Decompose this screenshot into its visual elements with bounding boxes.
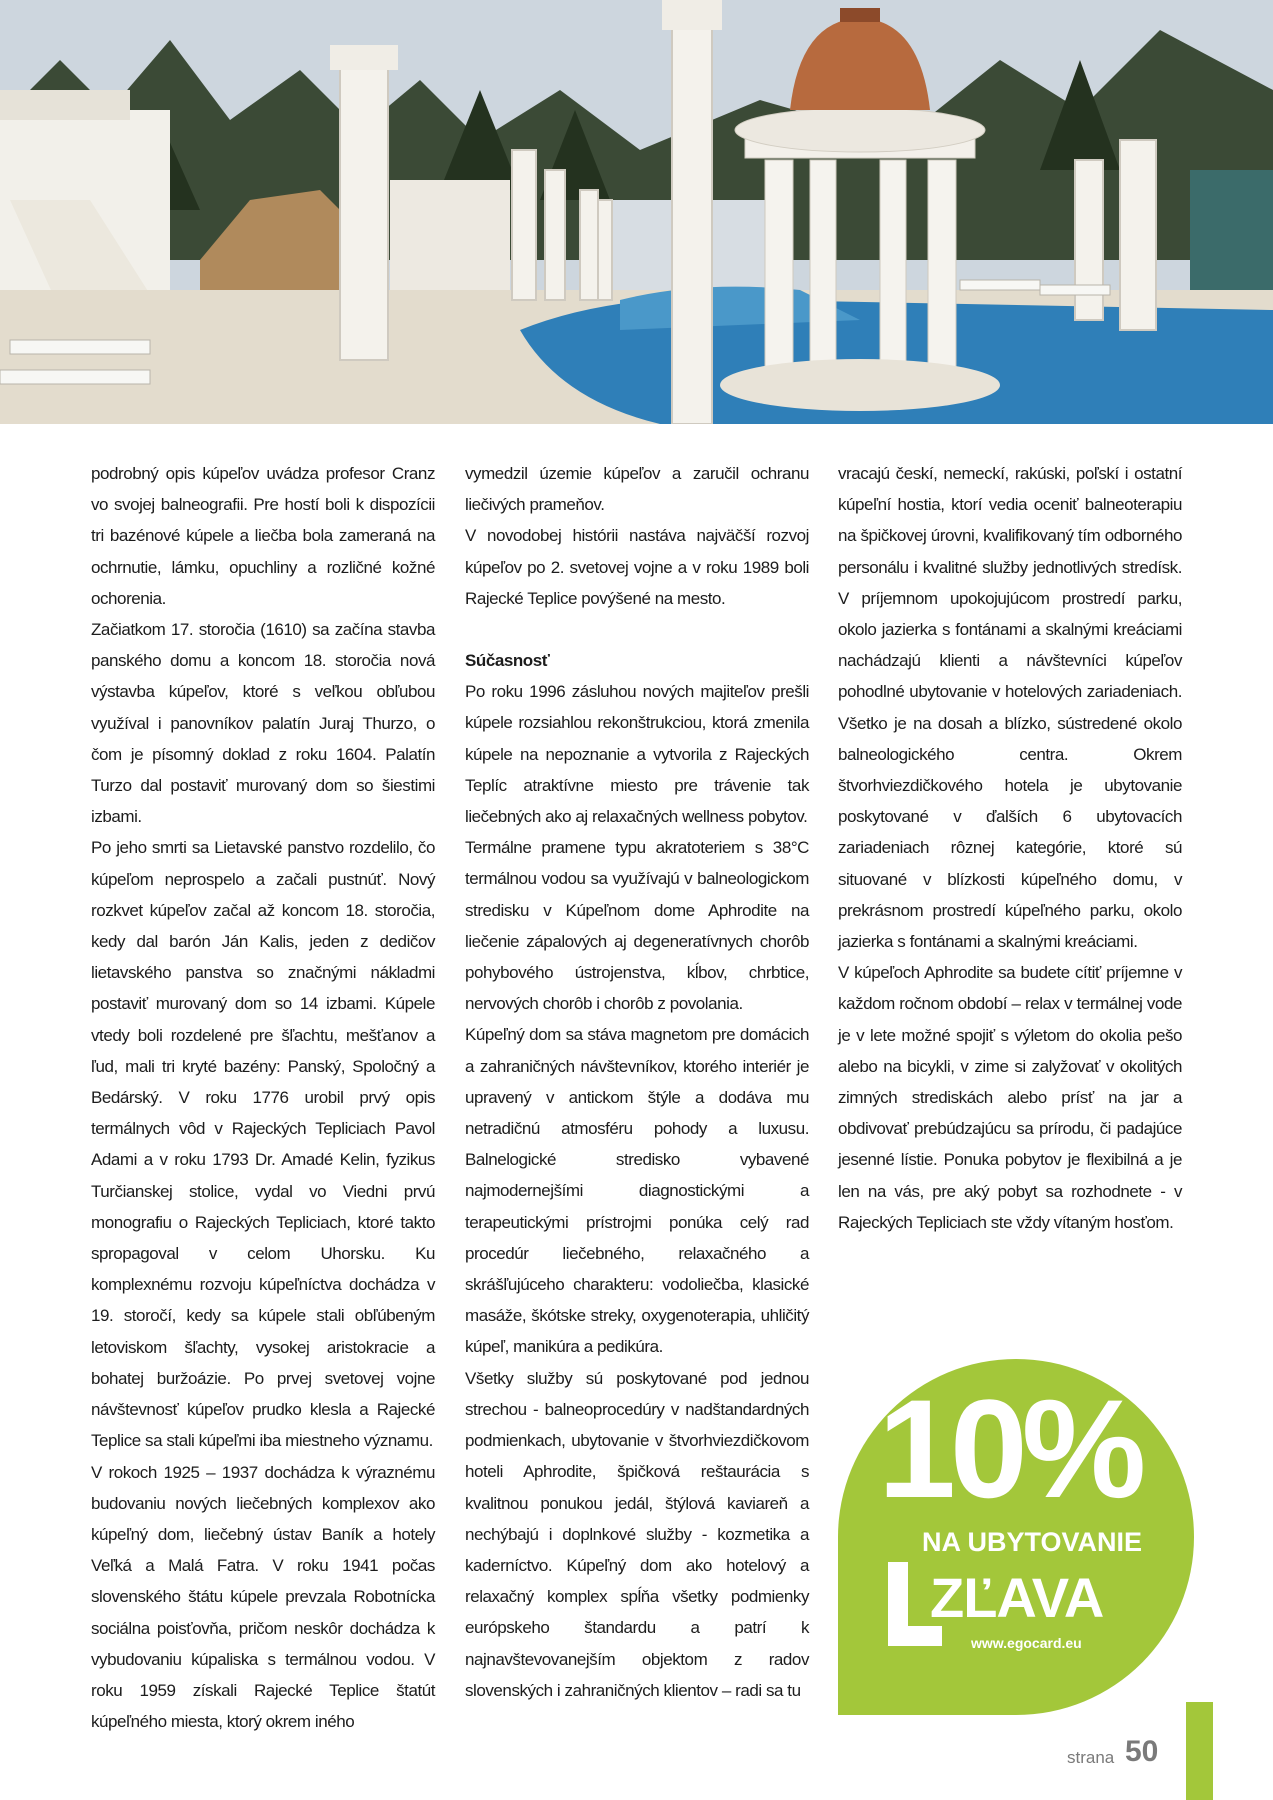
paragraph: vymedzil územie kúpeľov a zaručil ochranu liečivých prameňov. bbox=[465, 464, 809, 515]
section-heading: Súčasnosť bbox=[465, 651, 550, 671]
paragraph: Kúpeľný dom sa stáva magnetom pre domácich a zahraničných návštevníkov, ktorého interiér je upravený v antickom štýle a dodáva mu netradičnú atmosféru pohody a luxusu. Balnelogické stredisko vybavené najmodernejšími diagnostickými a terapeutickými prístrojmi ponúka celý rad procedúr liečebného, relaxačného a skrášľujúceho charakteru: vodoliečba, klasické masáže, škótske streky, oxygenoterapia, uhličitý kúpeľ, manikúra a pedikúra. bbox=[465, 1025, 809, 1357]
egocard-url: www.egocard.eu bbox=[971, 1635, 1082, 1651]
paragraph: Termálne pramene typu akratoteriem s 38°C termálnou vodou sa využívajú v balneologickom stredisku v Kúpeľnom dome Aphrodite na liečenie zápalových aj degeneratívnych chorôb pohybového ústrojenstva, kĺbov, chrbtice, nervových chorôb i chorôb z povolania. bbox=[465, 838, 809, 1014]
paragraph: vracajú českí, nemeckí, rakúski, poľskí i ostatní kúpeľní hostia, ktorí vedia oceniť balneoterapiu na špičkovej úrovni, kvalifikovaný tím odborného personálu i kvalitné služby jednotlivých stredísk. V príjemnom upokojujúcom prostredí parku, okolo jazierka s fontánami a skalnými kreáciami nachádzajú klienti a návštevníci kúpeľov pohodlné ubytovanie v hotelových zariadeniach. Všetko je na dosah a blízko, sústredené okolo balneologického centra. Okrem štvorhviezdičkového hotela je ubytovanie poskytované v ďalších 6 ubytovacích zariadeniach rôznej kategórie, ktoré sú situované v blízkosti kúpeľného domu, v prekrásnom prostredí kúpeľného parku, okolo jazierka s fontánami a skalnými kreáciami. bbox=[838, 464, 1182, 952]
paragraph: Začiatkom 17. storočia (1610) sa začína stavba panského domu a koncom 18. storočia nová výstavba kúpeľov, ktoré s veľkou obľubou využíval i panovníkov palatín Juraj Thurzo, o čom je písomný doklad z roku 1604. Palatín Turzo dal postaviť murovaný dom so šiestimi izbami. bbox=[91, 620, 435, 827]
page-accent-bar bbox=[1186, 1702, 1213, 1800]
page-number: 50 bbox=[1125, 1735, 1159, 1768]
discount-badge bbox=[838, 1359, 1194, 1715]
paragraph: V rokoch 1925 – 1937 dochádza k výraznému budovaniu nových liečebných komplexov ako kúpeľný dom, liečebný ústav Baník a hotely Veľká a Malá Fatra. V roku 1941 počas slovenského štátu kúpele prevzala Robotnícka sociálna poisťovňa, pričom neskôr dochádza k vybudovaniu kúpaliska s termálnou vodou. V roku 1959 získali Rajecké Teplice štatút kúpeľného miesta, ktorý okrem iného bbox=[91, 1462, 435, 1732]
hero-photo bbox=[0, 0, 1273, 424]
page-label: strana bbox=[1067, 1748, 1115, 1767]
discount-title: ZĽAVA bbox=[930, 1566, 1104, 1629]
discount-percent: 10% bbox=[878, 1370, 1141, 1527]
article-column-1 bbox=[91, 458, 435, 1737]
paragraph: V novodobej histórii nastáva najväčší rozvoj kúpeľov po 2. svetovej vojne a v roku 1989 boli Rajecké Teplice povýšené na mesto. bbox=[465, 526, 809, 608]
discount-subtitle: NA UBYTOVANIE bbox=[922, 1527, 1143, 1557]
article-column-3 bbox=[838, 458, 1182, 1238]
paragraph: Po roku 1996 zásluhou nových majiteľov prešli kúpele rozsiahlou rekonštrukciou, ktorá zmenila kúpele na nepoznanie a vytvorila z Rajeckých Teplíc atraktívne miesto pre trávenie tak liečebných ako aj relaxačných wellness pobytov. bbox=[465, 682, 809, 827]
paragraph: Všetky služby sú poskytované pod jednou strechou - balneoprocedúry v nadštandardných podmienkach, ubytovanie v štvorhviezdičkovom hoteli Aphrodite, špičková reštaurácia s kvalitnou ponukou jedál, štýlová kaviareň a nechýbajú i doplnkové služby - kozmetika a kaderníctvo. Kúpeľný dom ako hotelový a relaxačný komplex spĺňa všetky podmienky európskeho štandardu a patrí k najnavštevovanejším objektom z radov slovenských i zahraničných klientov – radi sa tu bbox=[465, 1368, 809, 1700]
hero-illustration bbox=[0, 0, 1273, 424]
article-column-2 bbox=[465, 458, 809, 1706]
paragraph: Po jeho smrti sa Lietavské panstvo rozdelilo, čo kúpeľom neprospelo a začali pustnúť. Nový rozkvet kúpeľov začal až koncom 18. storočia, kedy dal barón Ján Kalis, jeden z dedičov lietavského panstva so značnými nákladmi postaviť murovaný dom so 14 izbami. Kúpele vtedy boli rozdelené pre šľachtu, mešťanov a ľud, mali tri kryté bazény: Panský, Spoločný a Bedárský. V roku 1776 urobil prvý opis termálnych vôd v Rajeckých Tepliciach Pavol Adami a v roku 1793 Dr. Amadé Kelin, fyzikus Turčianskej stolice, vydal vo Viedni prvú monografiu o Rajeckých Tepliciach, ktoré takto spropagoval v celom Uhorsku. Ku komplexnému rozvoju kúpeľníctva dochádza v 19. storočí, kedy sa kúpele stali obľúbeným letoviskom šľachty, vysokej aristokracie a bohatej buržoázie. Po prvej svetovej vojne návštevnosť kúpeľov prudko klesla a Rajecké Teplice sa stali kúpeľmi iba miestneho významu. bbox=[91, 838, 435, 1451]
paragraph: podrobný opis kúpeľov uvádza profesor Cranz vo svojej balneografii. Pre hostí boli k dispozícii tri bazénové kúpele a liečba bola zameraná na ochrnutie, lámku, opuchliny a rozličné kožné ochorenia. bbox=[91, 464, 435, 608]
paragraph: V kúpeľoch Aphrodite sa budete cítiť príjemne v každom ročnom období – relax v termálnej vode je v lete možné spojiť s výletom do okolia pešo alebo na bicykli, v zime si zalyžovať v okolitých zimných strediskách alebo prísť na jar a obdivovať prebúdzajúcu sa prírodu, či padajúce jesenné lístie. Ponuka pobytov je flexibilná a je len na vás, pre aký pobyt sa rozhodnete - v Rajeckých Tepliciach ste vždy vítaným hosťom. bbox=[838, 963, 1182, 1232]
